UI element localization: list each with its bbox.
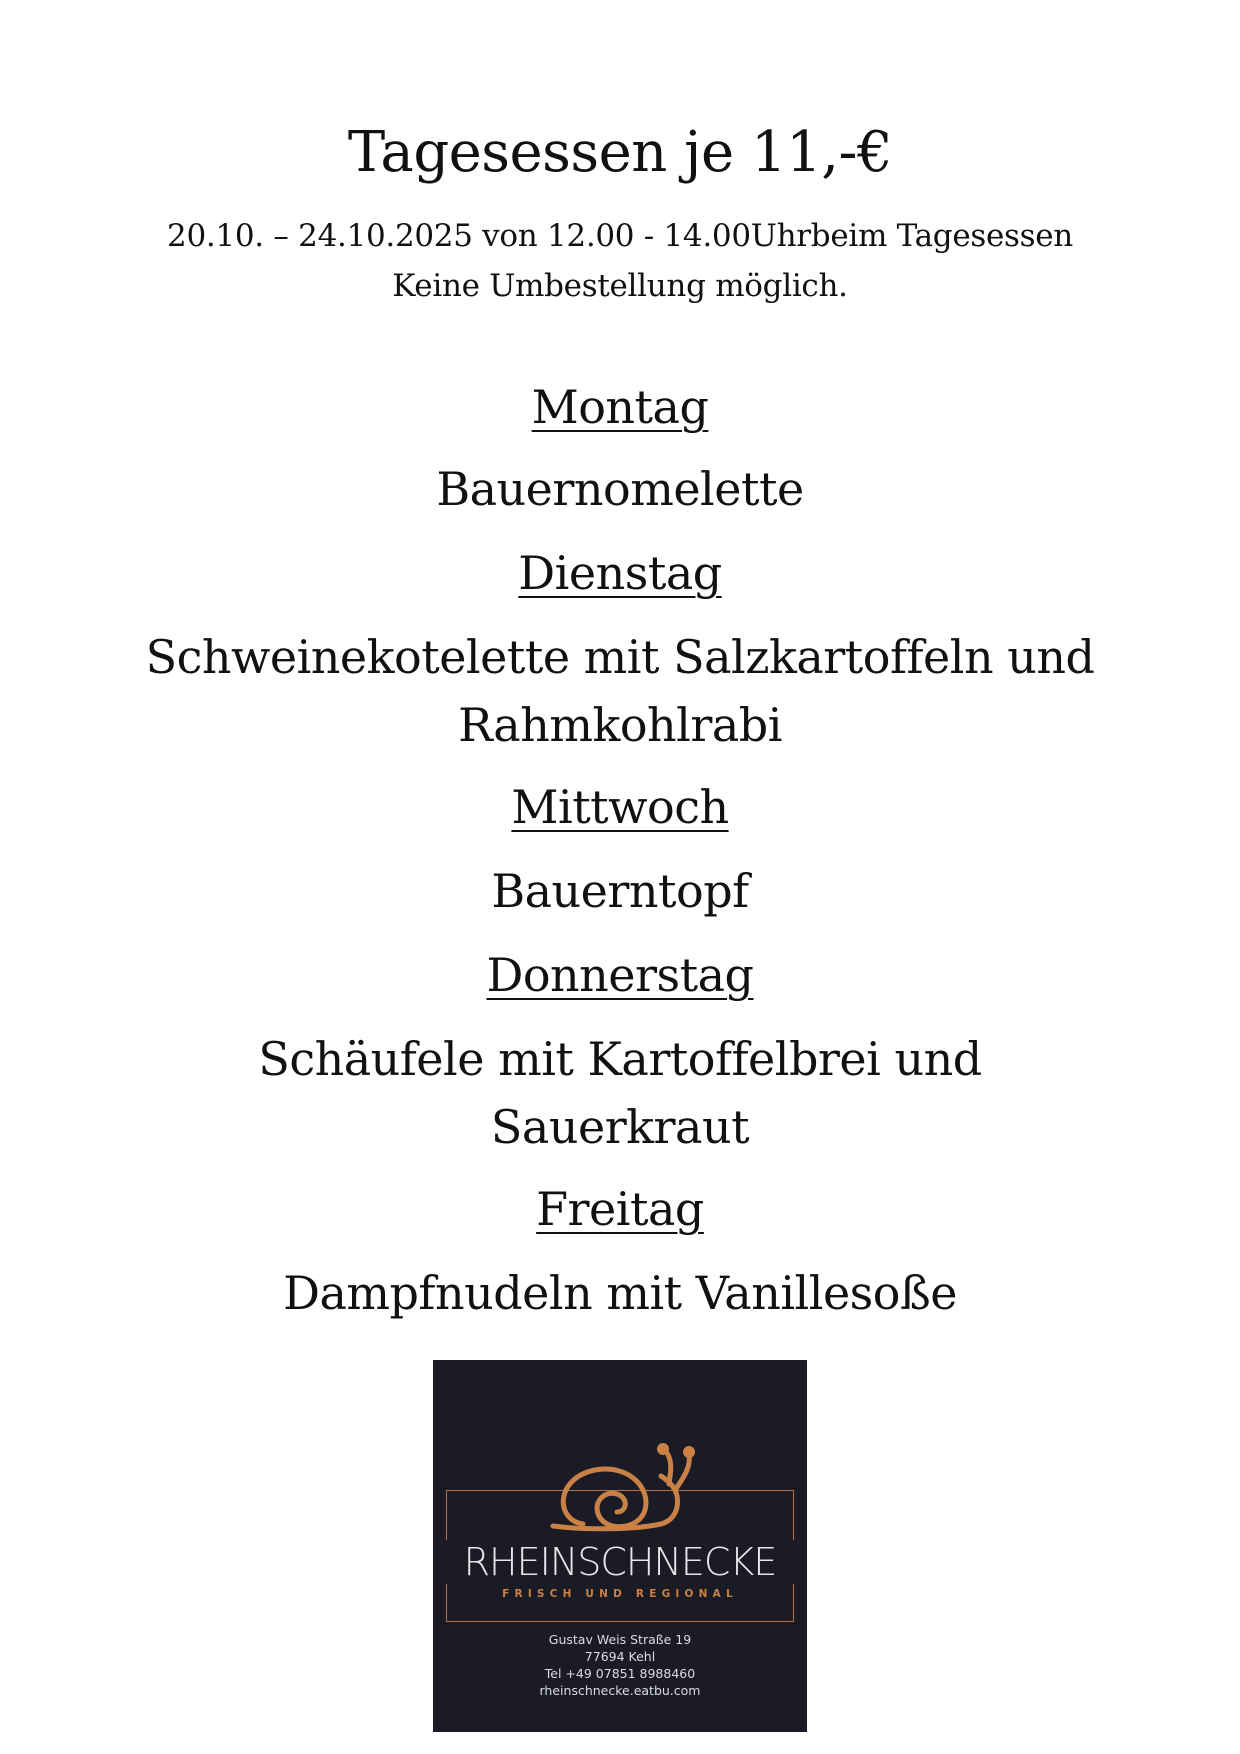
dish-tuesday-line-1: Schweinekotelette mit Salzkartoffeln und bbox=[145, 630, 1095, 684]
logo-website: rheinschnecke.eatbu.com bbox=[539, 1683, 701, 1698]
day-heading-thursday: Donnerstag bbox=[486, 948, 754, 1002]
logo-brand-name: RHEINSCHNECKE bbox=[433, 1540, 807, 1584]
dish-tuesday-line-2: Rahmkohlrabi bbox=[458, 698, 782, 752]
day-heading-friday: Freitag bbox=[536, 1182, 704, 1236]
day-heading-tuesday: Dienstag bbox=[518, 546, 722, 600]
day-heading-monday: Montag bbox=[531, 380, 709, 434]
dish-friday: Dampfnudeln mit Vanillesoße bbox=[283, 1266, 957, 1320]
snail-icon bbox=[543, 1440, 713, 1540]
dish-wednesday: Bauerntopf bbox=[491, 864, 749, 918]
logo-address-street: Gustav Weis Straße 19 bbox=[548, 1632, 692, 1647]
dish-thursday-line-2: Sauerkraut bbox=[490, 1100, 750, 1154]
restaurant-logo bbox=[433, 1360, 807, 1732]
page-title: Tagesessen je 11,-€ bbox=[347, 120, 893, 185]
dish-thursday-line-1: Schäufele mit Kartoffelbrei und bbox=[258, 1032, 982, 1086]
logo-phone: Tel +49 07851 8988460 bbox=[544, 1666, 696, 1681]
no-rebooking-note: Keine Umbestellung möglich. bbox=[392, 268, 848, 304]
logo-tagline: FRISCH UND REGIONAL bbox=[502, 1588, 738, 1600]
logo-address-city: 77694 Kehl bbox=[584, 1649, 656, 1664]
day-heading-wednesday: Mittwoch bbox=[511, 780, 729, 834]
date-time-line: 20.10. – 24.10.2025 von 12.00 - 14.00Uhrbeim Tagesessen bbox=[167, 218, 1073, 254]
dish-monday: Bauernomelette bbox=[436, 462, 804, 516]
